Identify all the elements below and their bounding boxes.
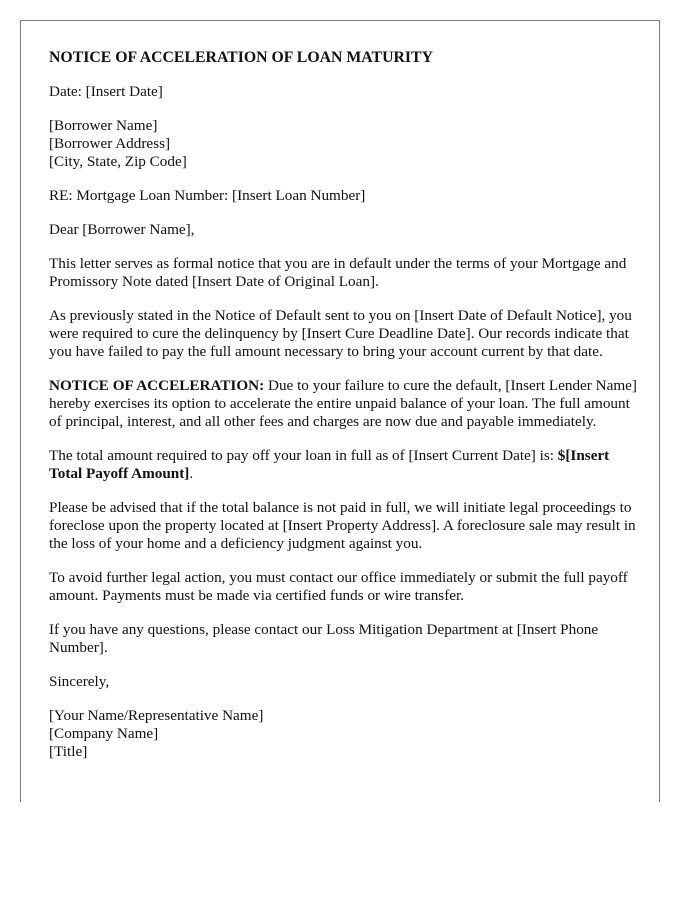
recipient-city-state-zip: [City, State, Zip Code] — [49, 153, 187, 170]
date-line: Date: [Insert Date] — [49, 83, 163, 100]
paragraph-contact-office: To avoid further legal action, you must contact our office immediately or submit the full payoff amount. Payments must be made via certified funds or wire transfer. — [49, 569, 628, 604]
letter-title: NOTICE OF ACCELERATION OF LOAN MATURITY — [49, 49, 433, 66]
acceleration-heading: NOTICE OF ACCELERATION: — [49, 377, 265, 394]
signature-block — [49, 707, 639, 761]
payoff-end: . — [189, 465, 194, 482]
letter-body — [49, 49, 639, 777]
payoff-text: The total amount required to pay off your loan in full as of [Insert Current Date] is: — [49, 447, 558, 464]
signature-title: [Title] — [49, 743, 88, 760]
recipient-block — [49, 117, 639, 171]
letter-page — [20, 20, 660, 802]
paragraph-default-notice: This letter serves as formal notice that you are in default under the terms of your Mortgage and Promissory Note dated [Insert Date of Original Loan]. — [49, 255, 627, 290]
acceleration-body: Due to your failure to cure the default, [Insert Lender Name] hereby exercises its option to accelerate the entire unpaid balance of your loan. The full amount of principal, interest, and all other fees and charges are now due and payable immediately. — [49, 377, 637, 430]
re-line: RE: Mortgage Loan Number: [Insert Loan Number] — [49, 187, 366, 204]
recipient-address: [Borrower Address] — [49, 135, 171, 152]
signature-company: [Company Name] — [49, 725, 159, 742]
closing: Sincerely, — [49, 673, 110, 690]
signature-name: [Your Name/Representative Name] — [49, 707, 264, 724]
paragraph-foreclosure: Please be advised that if the total balance is not paid in full, we will initiate legal proceedings to foreclose upon the property located at [Insert Property Address]. A foreclosure sale may result in the loss of your home and a deficiency judgment against you. — [49, 499, 636, 552]
payoff-amount: $[Insert Total Payoff Amount] — [49, 447, 610, 482]
salutation: Dear [Borrower Name], — [49, 221, 195, 238]
paragraph-acceleration — [49, 377, 639, 431]
paragraph-payoff — [49, 447, 639, 483]
paragraph-questions: If you have any questions, please contact our Loss Mitigation Department at [Insert Phone Number]. — [49, 621, 599, 656]
paragraph-previous-notice: As previously stated in the Notice of Default sent to you on [Insert Date of Default Notice], you were required to cure the delinquency by [Insert Cure Deadline Date]. Our records indicate that you have failed to pay the full amount necessary to bring your account current by that date. — [49, 307, 632, 360]
recipient-name: [Borrower Name] — [49, 117, 158, 134]
